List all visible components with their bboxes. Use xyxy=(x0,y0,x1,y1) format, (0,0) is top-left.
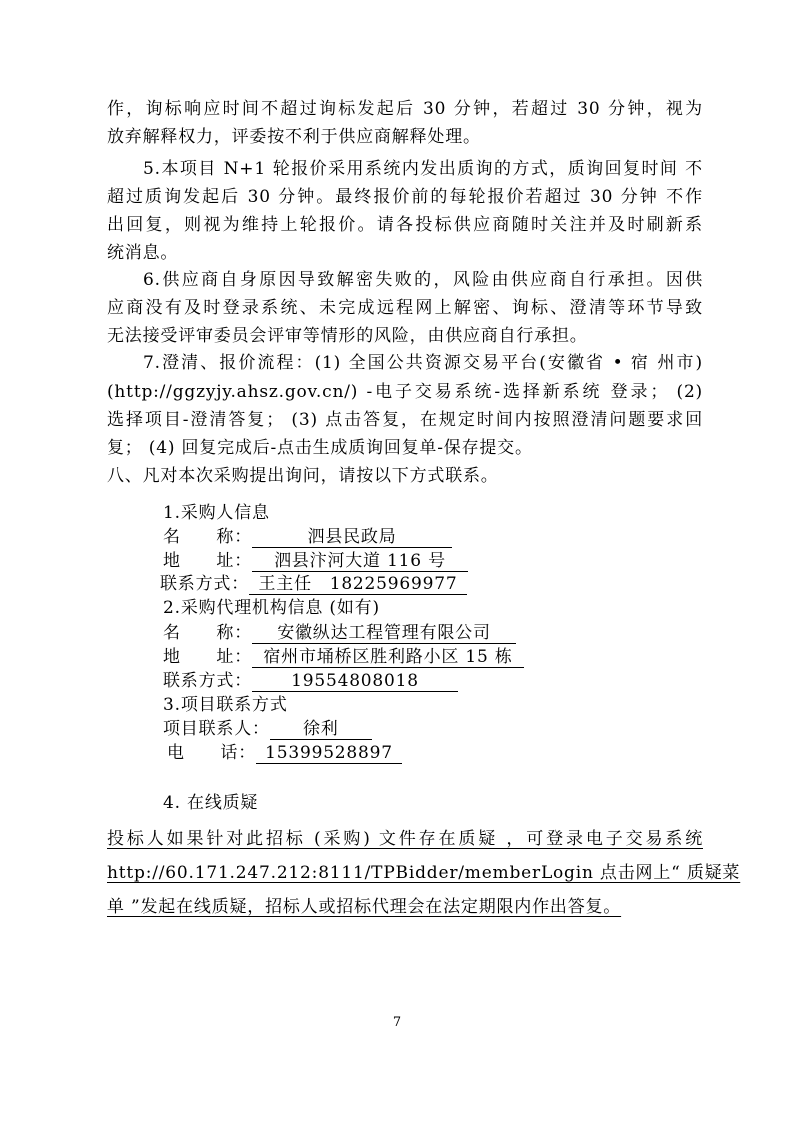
agency-name-value: 安徽纵达工程管理有限公司 xyxy=(252,623,516,644)
online-line-3: 单 ”发起在线质疑，招标人或招标代理会在法定期限内作出答复。 xyxy=(107,897,622,917)
online-heading: 4. 在线质疑 xyxy=(163,793,259,813)
section-8-heading: 八、凡对本次采购提出询问，请按以下方式联系。 xyxy=(107,466,499,486)
purchaser-contact-value: 王主任 18225969977 xyxy=(249,574,467,595)
online-line-2: http://60.171.247.212:8111/TPBidder/memberLogin 点击网上“ 质疑菜 xyxy=(107,863,741,883)
purchaser-name-label: 名 称： xyxy=(163,527,252,547)
paragraph-prev-line-2: 放弃解释权力，评委按不利于供应商解释处理。 xyxy=(107,127,481,147)
project-phone-label: 电 话： xyxy=(167,743,256,763)
item-6-line-3: 无法接受评审委员会评审等情形的风险，由供应商自行承担。 xyxy=(107,326,588,346)
paragraph-prev-line-1: 作，询标响应时间不超过询标发起后 30 分钟，若超过 30 分钟，视为 xyxy=(107,99,703,119)
agency-address-value: 宿州市埇桥区胜利路小区 15 栋 xyxy=(252,647,524,668)
project-person-row xyxy=(163,717,372,741)
page-number: 7 xyxy=(392,1015,402,1030)
item-7-line-3: 选择项目-澄清答复； (3) 点击答复，在规定时间内按照澄清问题要求回 xyxy=(107,410,703,430)
item-5-line-4: 统消息。 xyxy=(107,243,179,263)
purchaser-address-label: 地 址： xyxy=(163,551,252,571)
item-6-line-2: 应商没有及时登录系统、未完成远程网上解密、询标、澄清等环节导致 xyxy=(107,298,703,318)
project-person-value: 徐利 xyxy=(270,719,372,740)
item-7-line-4: 复； (4) 回复完成后-点击生成质询回复单-保存提交。 xyxy=(107,438,533,458)
item-7-line-2: (http://ggzyjy.ahsz.gov.cn/) -电子交易系统-选择新系统 登录； (2) xyxy=(107,382,703,402)
agency-contact-label: 联系方式： xyxy=(163,671,252,691)
agency-address-label: 地 址： xyxy=(163,647,252,667)
purchaser-heading: 1.采购人信息 xyxy=(163,503,270,523)
purchaser-contact-row xyxy=(160,572,467,596)
item-6-line-1: 6.供应商自身原因导致解密失败的，风险由供应商自行承担。因供 xyxy=(143,270,703,290)
purchaser-name-row xyxy=(163,525,452,549)
agency-address-row xyxy=(163,645,524,669)
purchaser-name-value: 泗县民政局 xyxy=(252,527,452,548)
item-5-line-2: 超过质询发起后 30 分钟。最终报价前的每轮报价若超过 30 分钟 不作 xyxy=(107,187,703,207)
agency-contact-row xyxy=(163,669,458,693)
project-heading: 3.项目联系方式 xyxy=(163,695,288,715)
agency-heading: 2.采购代理机构信息 (如有) xyxy=(163,598,380,618)
project-phone-row xyxy=(167,741,402,765)
item-7-line-1: 7.澄清、报价流程：(1) 全国公共资源交易平台(安徽省 • 宿 州市) xyxy=(143,353,703,373)
project-phone-value: 15399528897 xyxy=(256,743,402,764)
purchaser-contact-label: 联系方式： xyxy=(160,574,249,594)
project-person-label: 项目联系人： xyxy=(163,719,270,739)
item-5-line-1: 5.本项目 N+1 轮报价采用系统内发出质询的方式，质询回复时间 不 xyxy=(143,159,703,179)
purchaser-address-row xyxy=(163,549,468,573)
agency-name-label: 名 称： xyxy=(163,623,252,643)
item-5-line-3: 出回复，则视为维持上轮报价。请各投标供应商随时关注并及时刷新系 xyxy=(107,215,703,235)
purchaser-address-value: 泗县汴河大道 116 号 xyxy=(252,551,468,572)
online-line-1: 投标人如果针对此招标 (采购) 文件存在质疑 ，可登录电子交易系统 xyxy=(107,829,703,849)
agency-contact-value: 19554808018 xyxy=(252,671,458,692)
agency-name-row xyxy=(163,621,516,645)
